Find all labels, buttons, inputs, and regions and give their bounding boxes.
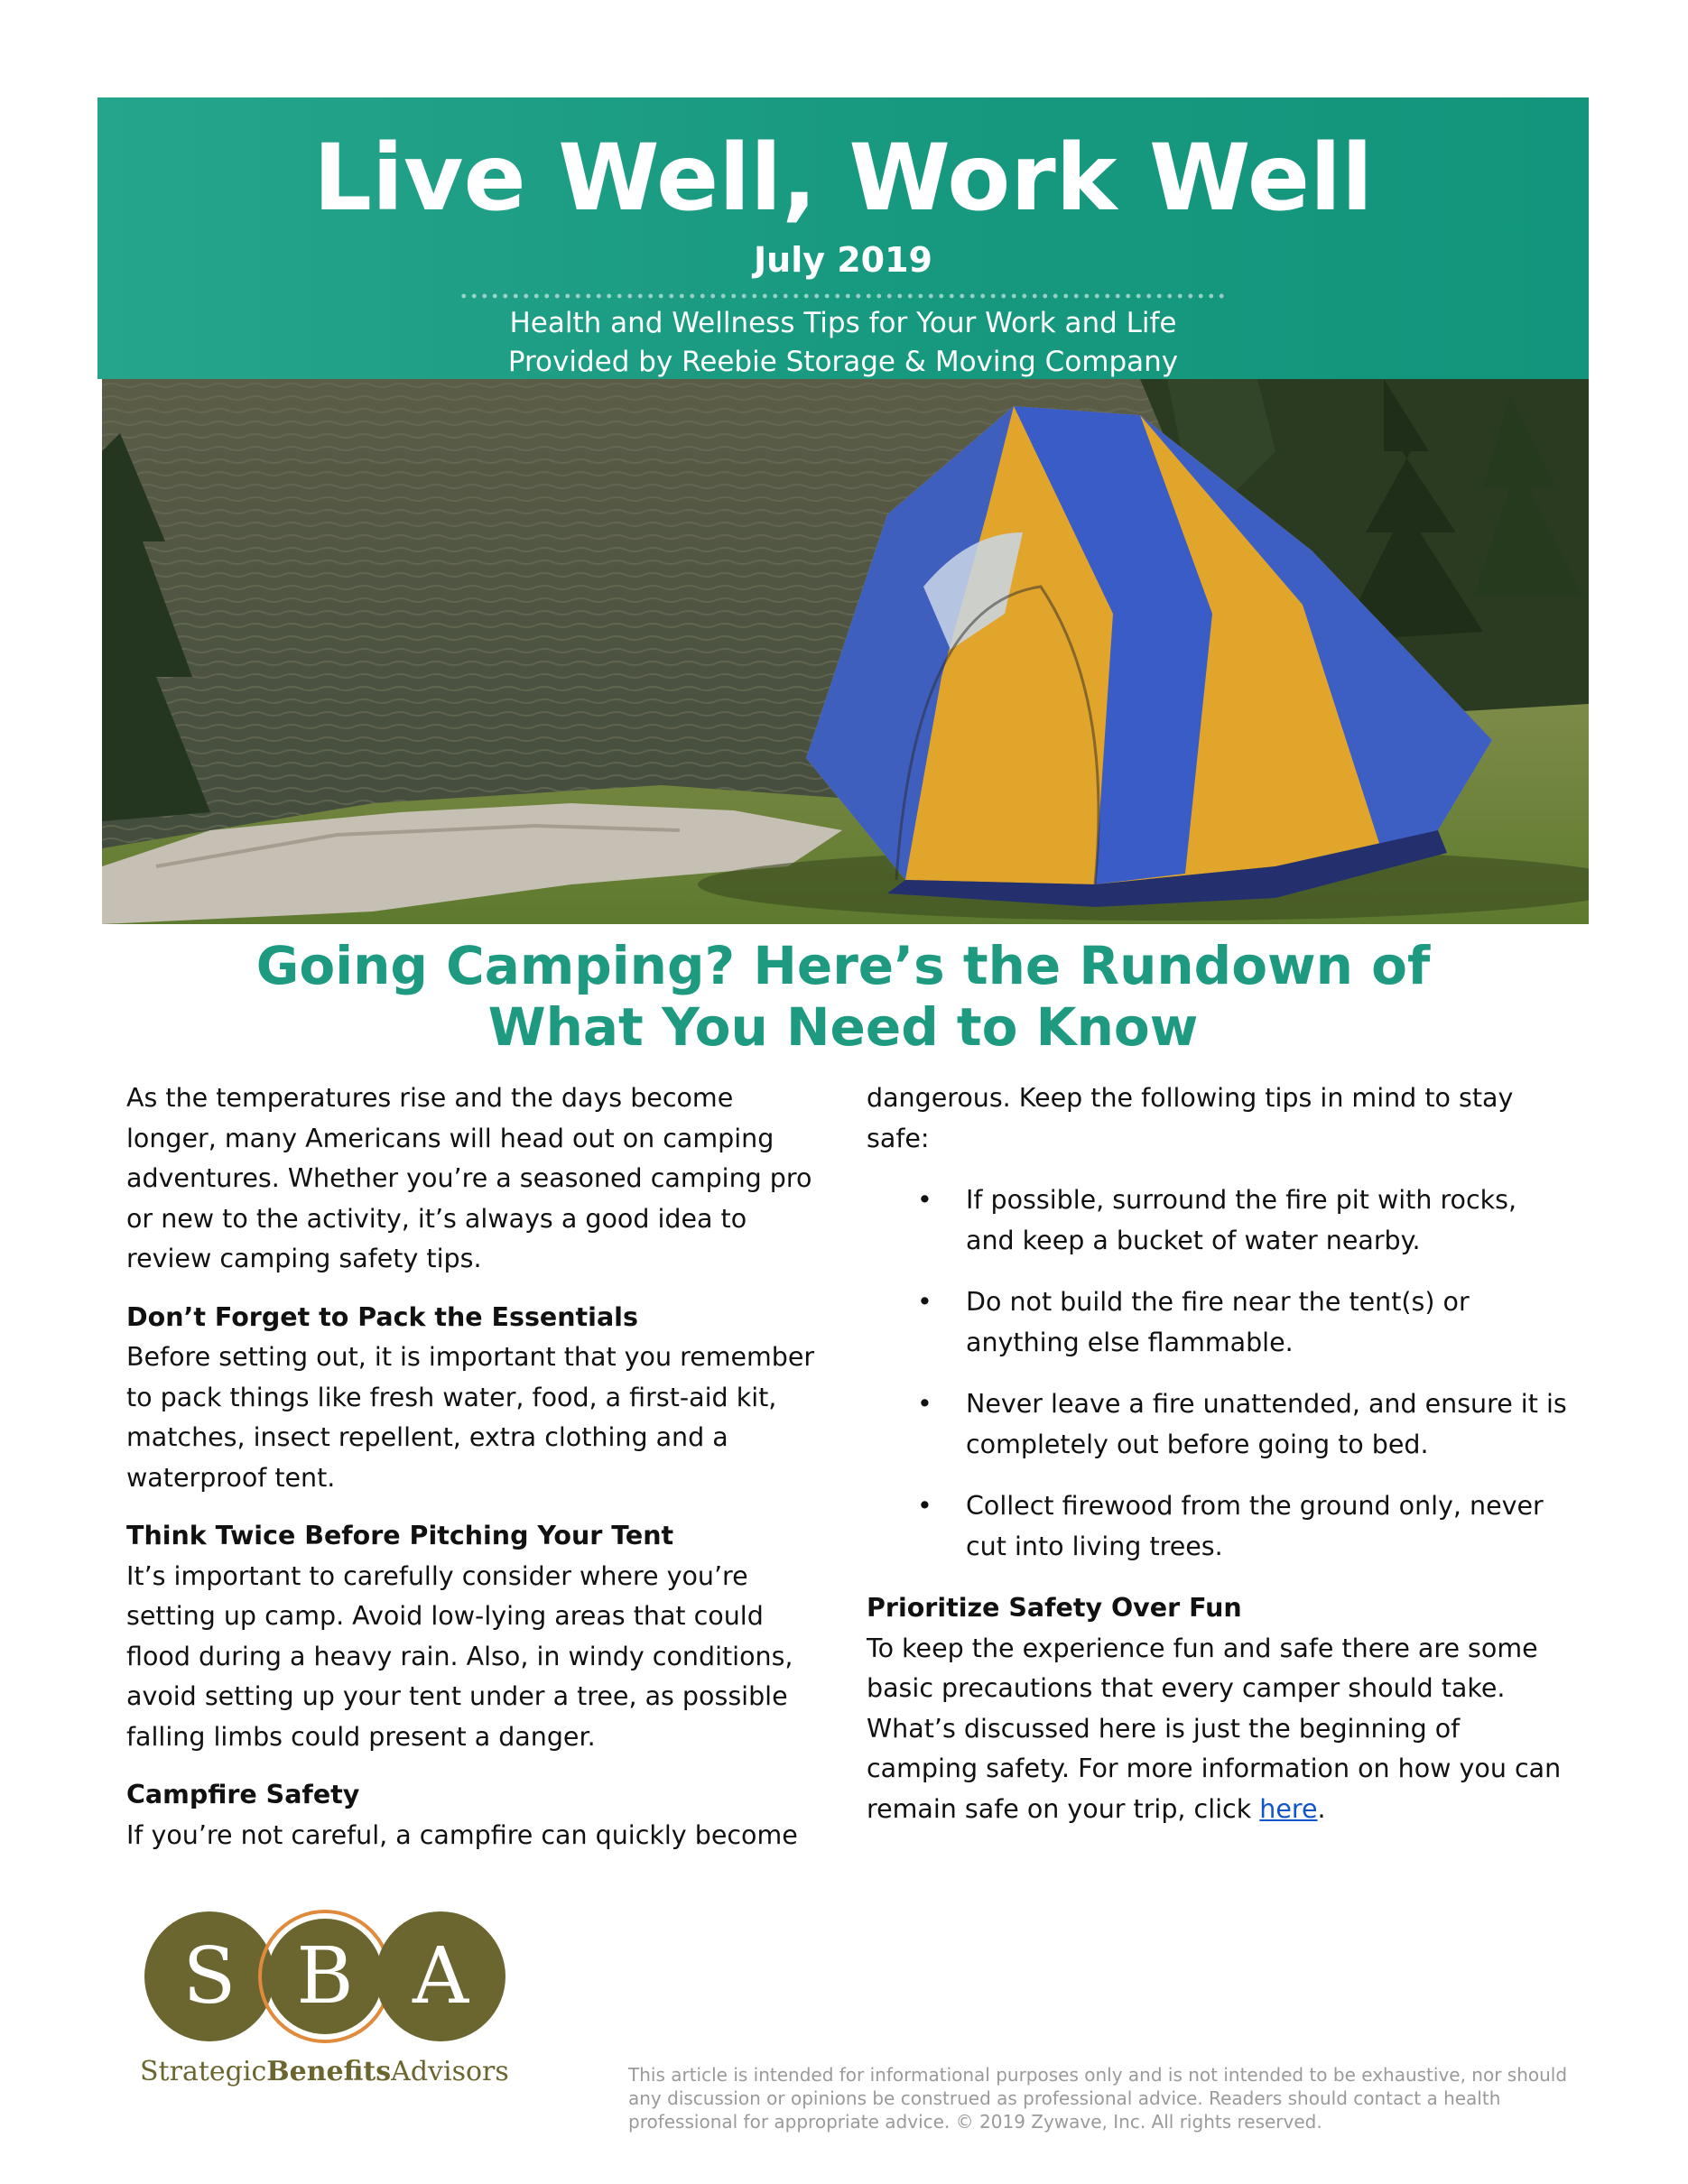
article-headline: [97, 935, 1589, 1058]
list-item: • Do not build the fire near the tent(s) or anything else flammable.: [867, 1282, 1571, 1363]
more-info-link[interactable]: here: [1259, 1793, 1318, 1824]
header-banner: [97, 97, 1589, 379]
section-body: Before setting out, it is important that you remember to pack things like fresh water, food, a first-aid kit, matches, insect repellent, extra clothing and a waterproof tent.: [126, 1342, 815, 1493]
bullet-icon: •: [917, 1287, 932, 1317]
section-body: If you’re not careful, a campfire can quickly become: [126, 1819, 798, 1850]
bullet-icon: •: [917, 1389, 932, 1419]
section-body: To keep the experience fun and safe there are some basic precautions that every camper should take. What’s discussed here is just the beginning of camping safety. For more information on how you can remain safe on your trip, click here.: [867, 1633, 1562, 1824]
issue-date: July 2019: [754, 240, 932, 280]
headline-line-1: Going Camping? Here’s the Rundown of: [255, 935, 1431, 996]
newsletter-title: Live Well, Work Well: [313, 125, 1373, 232]
section-body: It’s important to carefully consider where you’re setting up camp. Avoid low-lying areas that could flood during a heavy rain. Also, in windy conditions, avoid setting up your tent under a tree, as possible falling limbs could present a danger.: [126, 1560, 793, 1752]
intro-paragraph: As the temperatures rise and the days become longer, many Americans will head out on camping adventures. Whether you’re a seasoned camping pro or new to the activity, it’s always a good idea to review camping safety tips.: [126, 1083, 812, 1273]
headline-line-2: What You Need to Know: [487, 996, 1199, 1058]
bullet-icon: •: [917, 1491, 932, 1521]
list-item: • Never leave a fire unattended, and ensure it is completely out before going to bed.: [867, 1384, 1571, 1465]
list-item: • Collect firewood from the ground only, never cut into living trees.: [867, 1486, 1571, 1567]
section-heading: Don’t Forget to Pack the Essentials: [126, 1301, 638, 1332]
tent-by-lake-photo: [102, 379, 1589, 924]
provider-line: Provided by Reebie Storage & Moving Company: [507, 346, 1179, 378]
legal-disclaimer: This article is intended for informational purposes only and is not intended to be exhaustive, nor should any discussion or opinions be construed as professional advice. Readers should contact a health professional for appropriate advice. © 2019 Zywave, Inc. All rights reserved.: [628, 2064, 1568, 2133]
section-body-continued: dangerous. Keep the following tips in mind to stay safe:: [867, 1083, 1514, 1153]
tagline: Health and Wellness Tips for Your Work and Life: [509, 307, 1177, 339]
logo-wordmark: StrategicBenefitsAdvisors: [140, 2056, 509, 2087]
sba-logo: [135, 1891, 515, 2098]
section-heading: Think Twice Before Pitching Your Tent: [126, 1521, 674, 1550]
dotted-divider: [459, 292, 1228, 300]
list-item: • If possible, surround the fire pit with rocks, and keep a bucket of water nearby.: [867, 1180, 1571, 1261]
campfire-tips-list: [867, 1180, 1571, 1567]
bullet-icon: •: [917, 1185, 932, 1215]
article-column-right: [867, 1078, 1571, 1829]
logo-letter: B: [296, 1931, 354, 2022]
section-heading: Campfire Safety: [126, 1780, 360, 1809]
logo-letter: S: [182, 1931, 237, 2022]
logo-letter: A: [412, 1931, 469, 2022]
article-column-left: [126, 1078, 830, 1855]
section-heading: Prioritize Safety Over Fun: [867, 1593, 1242, 1623]
